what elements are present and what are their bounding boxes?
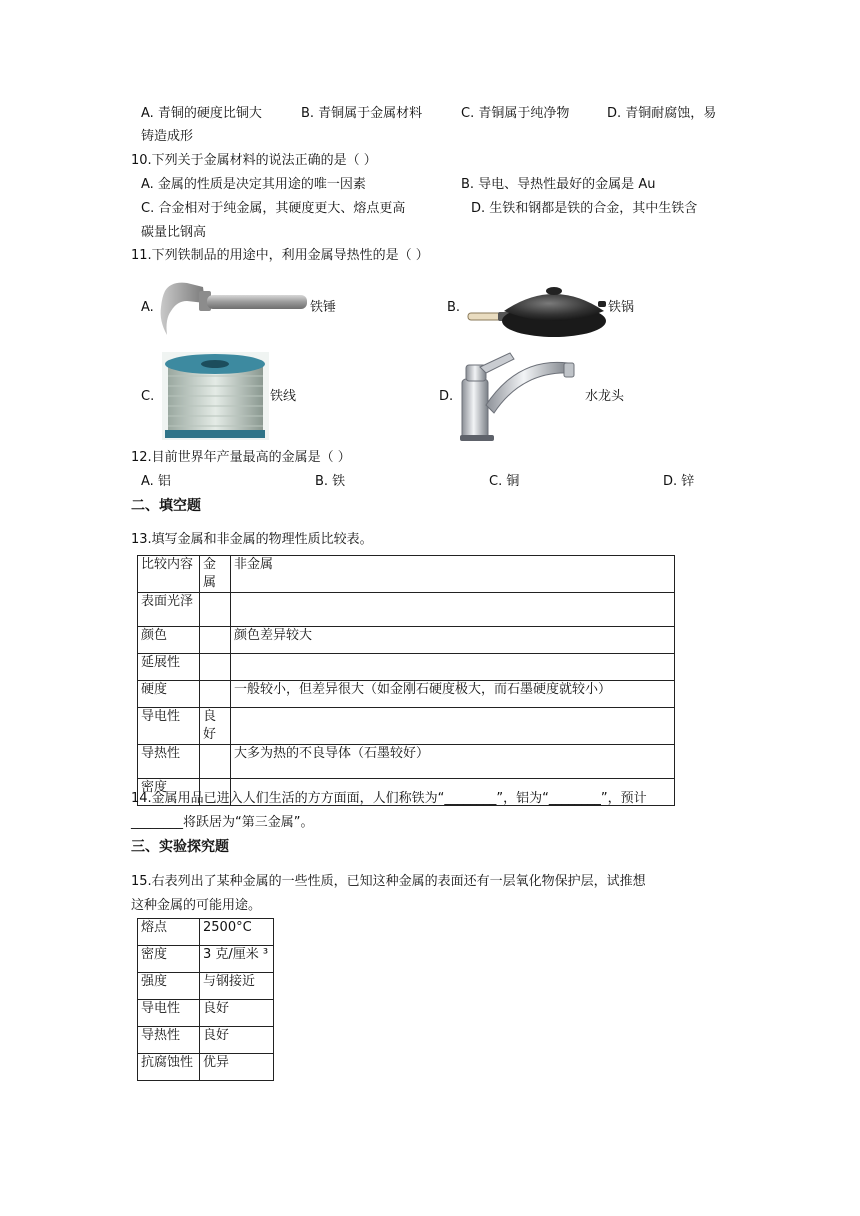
q15-properties-table <box>137 918 274 1081</box>
table-cell: 与钢接近 <box>200 973 274 1000</box>
table-cell: 强度 <box>138 973 200 1000</box>
wire-spool-icon <box>162 352 269 440</box>
q11-option-b-letter: B. <box>447 300 461 315</box>
q10-option-d: D. 生铁和钢都是铁的合金，其中生铁含 <box>471 201 698 216</box>
q11-option-d-letter: D. <box>439 389 454 404</box>
table-cell: 熔点 <box>138 919 200 946</box>
table-cell: 颜色 <box>138 627 200 654</box>
table-cell: 良好 <box>200 1000 274 1027</box>
faucet-icon <box>458 351 582 441</box>
q11-option-b-label: 铁锅 <box>608 300 635 315</box>
table-cell <box>200 745 231 779</box>
table-row <box>138 946 274 973</box>
q10-option-b: B. 导电、导热性最好的金属是 Au <box>461 177 656 192</box>
table-header-cell: 金属 <box>200 556 231 593</box>
table-cell <box>200 593 231 627</box>
table-row <box>138 919 274 946</box>
table-row <box>138 1027 274 1054</box>
table-row <box>138 627 675 654</box>
table-header-cell: 比较内容 <box>138 556 200 593</box>
table-cell: 良好 <box>200 708 231 745</box>
q14-line-1: 14.金属用品已进入人们生活的方方面面，人们称铁为“________”，铝为“________”，预计 <box>131 791 647 806</box>
q11-option-d-label: 水龙头 <box>585 389 625 404</box>
q9-option-a: A. 青铜的硬度比铜大 <box>141 106 262 121</box>
table-cell: 抗腐蚀性 <box>138 1054 200 1081</box>
q9-option-d: D. 青铜耐腐蚀，易 <box>607 106 717 121</box>
q11-option-a-label: 铁锤 <box>310 300 337 315</box>
q11-option-c-label: 铁线 <box>270 389 297 404</box>
q9-option-b: B. 青铜属于金属材料 <box>301 106 423 121</box>
section-heading-experiment: 三、实验探究题 <box>131 839 229 855</box>
table-row <box>138 1054 274 1081</box>
table-cell: 延展性 <box>138 654 200 681</box>
table-header-row <box>138 556 675 593</box>
q12-option-a: A. 铝 <box>141 474 171 489</box>
q15-line-1: 15.右表列出了某种金属的一些性质，已知这种金属的表面还有一层氧化物保护层，试推想 <box>131 874 646 889</box>
table-cell <box>231 593 675 627</box>
q10-stem: 10.下列关于金属材料的说法正确的是（ ） <box>131 153 377 168</box>
q13-comparison-table <box>137 555 675 806</box>
q12-option-d: D. 锌 <box>663 474 695 489</box>
hammer-icon <box>157 277 309 341</box>
q12-option-c: C. 铜 <box>489 474 520 489</box>
table-row <box>138 973 274 1000</box>
q9-option-d-continued: 铸造成形 <box>141 129 194 144</box>
table-cell: 表面光泽 <box>138 593 200 627</box>
q9-option-c: C. 青铜属于纯净物 <box>461 106 570 121</box>
table-row <box>138 745 675 779</box>
q10-option-a: A. 金属的性质是决定其用途的唯一因素 <box>141 177 366 192</box>
table-row <box>138 708 675 745</box>
table-cell: 大多为热的不良导体（石墨较好） <box>231 745 675 779</box>
q14-line-2: ________将跃居为“第三金属”。 <box>131 815 314 830</box>
table-cell <box>200 627 231 654</box>
table-row <box>138 654 675 681</box>
table-row <box>138 681 675 708</box>
table-cell: 2500°C <box>200 919 274 946</box>
q13-stem: 13.填写金属和非金属的物理性质比较表。 <box>131 532 373 547</box>
section-heading-fill-in: 二、填空题 <box>131 498 201 514</box>
q11-option-c-letter: C. <box>141 389 155 404</box>
table-cell: 一般较小，但差异很大（如金刚石硬度极大，而石墨硬度就较小） <box>231 681 675 708</box>
table-row <box>138 1000 274 1027</box>
table-cell: 导电性 <box>138 1000 200 1027</box>
table-cell <box>200 681 231 708</box>
table-cell: 硬度 <box>138 681 200 708</box>
table-header-cell: 非金属 <box>231 556 675 593</box>
q10-option-d-continued: 碳量比钢高 <box>141 225 207 240</box>
table-cell: 良好 <box>200 1027 274 1054</box>
table-row <box>138 593 675 627</box>
table-cell: 密度 <box>138 946 200 973</box>
table-cell: 导热性 <box>138 745 200 779</box>
table-cell <box>231 654 675 681</box>
q12-option-b: B. 铁 <box>315 474 346 489</box>
table-cell: 导热性 <box>138 1027 200 1054</box>
table-cell: 密度 <box>138 779 200 806</box>
table-cell: 颜色差异较大 <box>231 627 675 654</box>
table-cell: 导电性 <box>138 708 200 745</box>
table-cell: 优异 <box>200 1054 274 1081</box>
wok-icon <box>462 279 608 345</box>
table-cell: 3 克/厘米 ³ <box>200 946 274 973</box>
q12-stem: 12.目前世界年产量最高的金属是（ ） <box>131 450 351 465</box>
table-cell <box>231 708 675 745</box>
q11-stem: 11.下列铁制品的用途中，利用金属导热性的是（ ） <box>131 248 429 263</box>
q11-option-a-letter: A. <box>141 300 154 315</box>
q10-option-c: C. 合金相对于纯金属，其硬度更大、熔点更高 <box>141 201 406 216</box>
q15-line-2: 这种金属的可能用途。 <box>131 898 262 913</box>
table-cell <box>200 654 231 681</box>
